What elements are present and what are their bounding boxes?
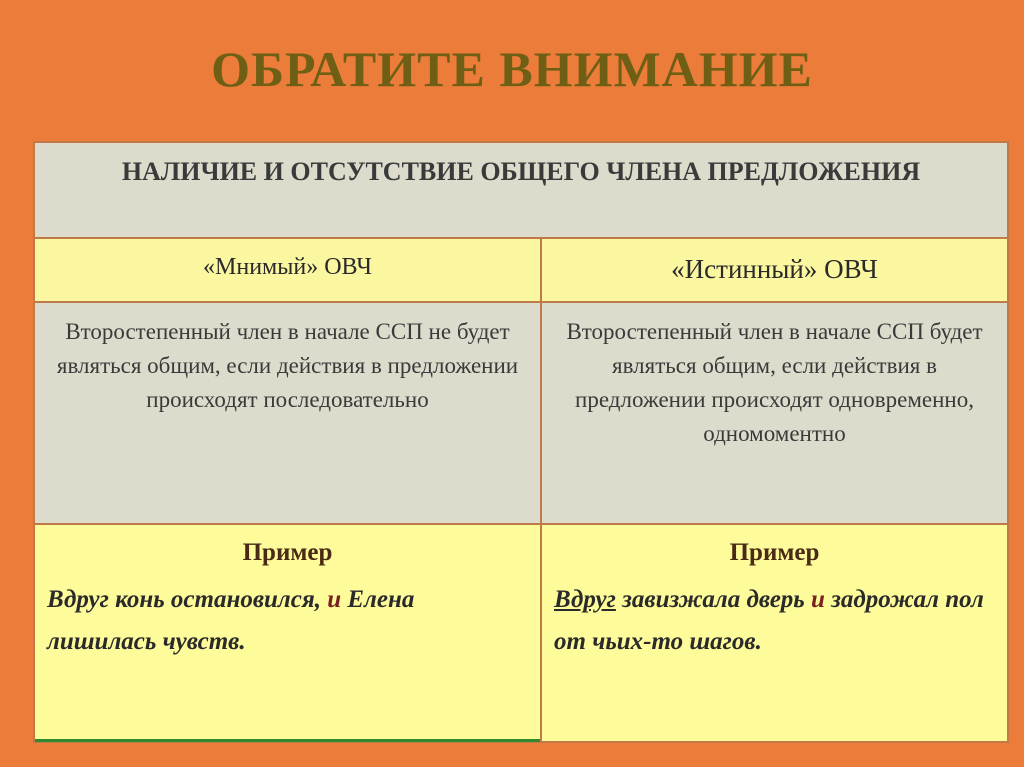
example-part-1: завизжала дверь — [615, 586, 811, 613]
example-text-true — [542, 567, 1007, 663]
column-title-true: «Истинный» ОВЧ — [671, 254, 878, 284]
description-cell-true — [541, 302, 1008, 524]
example-text-imaginary — [35, 567, 540, 663]
example-conjunction: и — [327, 586, 342, 613]
example-part-2: Елена лишилась чувств. — [47, 586, 415, 655]
example-conjunction: и — [810, 586, 825, 613]
description-cell-imaginary — [34, 302, 541, 524]
example-part-1: Вдруг конь остановился, — [47, 586, 328, 613]
bottom-accent-line — [35, 739, 540, 742]
example-underlined-word: Вдруг — [554, 586, 616, 613]
column-title-imaginary: «Мнимый» ОВЧ — [203, 254, 372, 280]
comparison-table — [33, 141, 1009, 743]
column-header-true — [541, 238, 1008, 302]
column-header-imaginary — [34, 238, 541, 302]
example-label-true: Пример — [729, 539, 820, 566]
example-label-imaginary: Пример — [242, 539, 333, 566]
example-cell-imaginary — [34, 524, 541, 742]
description-true: Второстепенный член в начале ССП будет являться общим, если действия в предложении происходят одновременно, одномоментно — [566, 319, 983, 446]
example-cell-true — [541, 524, 1008, 742]
table-header — [34, 142, 1008, 238]
description-imaginary: Второстепенный член в начале ССП не будет являться общим, если действия в предложении происходят последовательно — [56, 319, 519, 412]
table-header-text: НАЛИЧИЕ И ОТСУТСТВИЕ ОБЩЕГО ЧЛЕНА ПРЕДЛОЖЕНИЯ — [121, 157, 921, 186]
slide-title: ОБРАТИТЕ ВНИМАНИЕ — [211, 41, 813, 97]
example-part-2: задрожал пол от чьих-то шагов. — [554, 586, 984, 655]
